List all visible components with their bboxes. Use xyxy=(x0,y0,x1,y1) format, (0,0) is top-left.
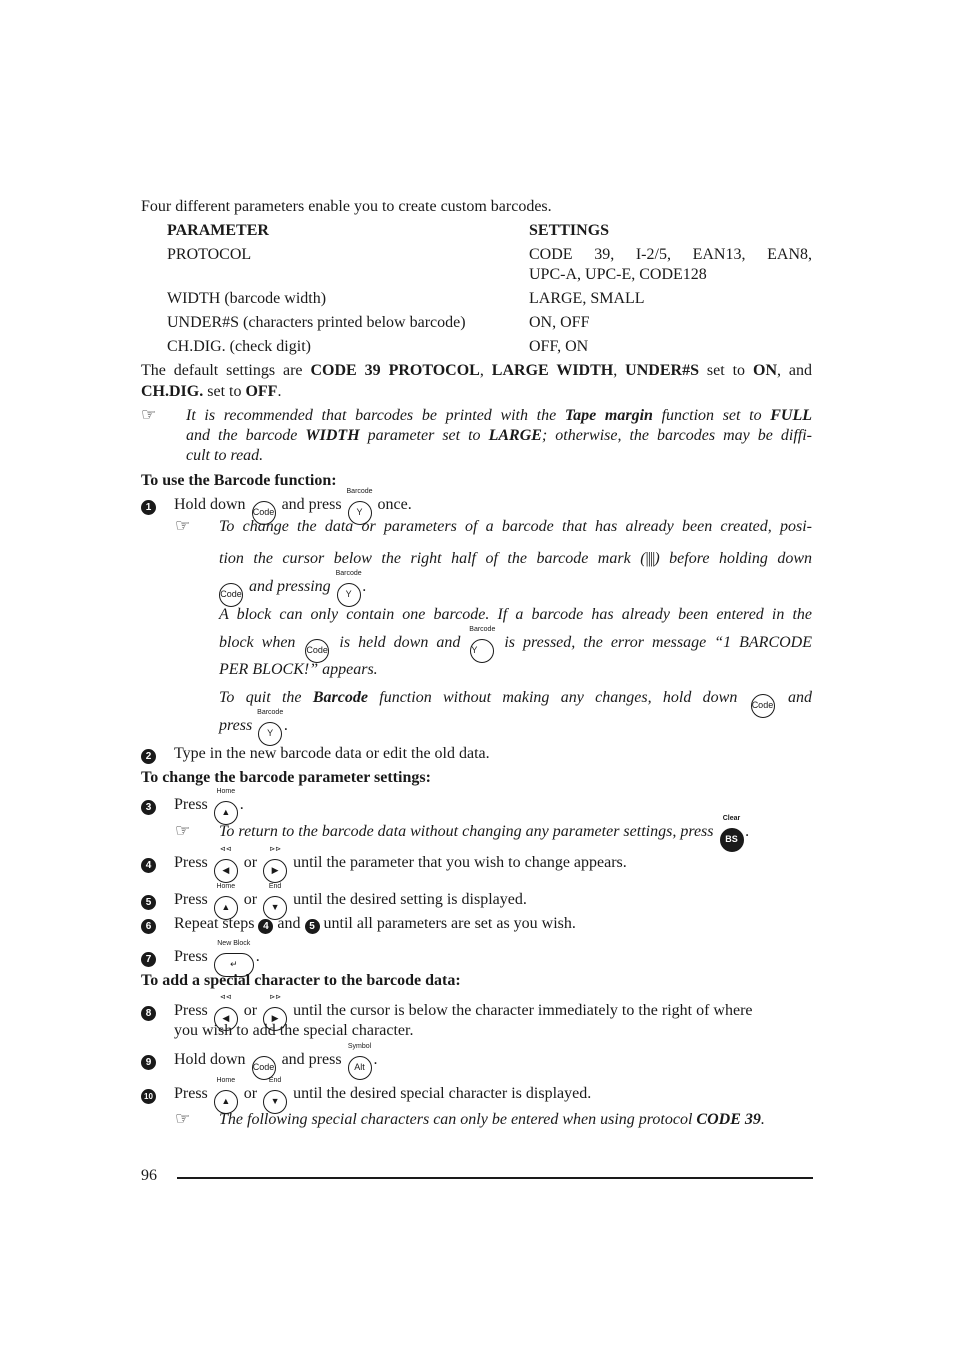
code-key-icon: Code xyxy=(252,501,276,525)
table-header-parameter: PARAMETER xyxy=(167,222,269,239)
text: FULL xyxy=(770,407,813,424)
step-number: 7 xyxy=(141,952,156,967)
text: . xyxy=(277,383,282,400)
text: It is recommended that barcodes be printed with the xyxy=(186,407,565,424)
table-cell: CODE 39, I-2/5, EAN13, EAN8, xyxy=(529,246,812,263)
text: The following special characters can only be entered when using protocol xyxy=(219,1111,697,1128)
text: set to xyxy=(203,383,246,400)
key-label: Barcode xyxy=(346,488,373,495)
step-ref: 4 xyxy=(258,919,273,934)
table-cell: OFF, ON xyxy=(529,338,589,355)
y-barcode-key-icon xyxy=(257,709,284,746)
section-heading: To change the barcode parameter settings: xyxy=(141,769,431,786)
text: Press xyxy=(174,854,212,871)
up-arrow-key-icon: Home ▲ xyxy=(214,1090,238,1114)
defaults-paragraph-end xyxy=(141,382,281,402)
key-label: ⊳⊳ xyxy=(269,994,281,1001)
text: or xyxy=(239,854,262,871)
note-text xyxy=(186,406,812,426)
table-cell: UPC-A, UPC-E, CODE128 xyxy=(529,266,707,283)
text: Press xyxy=(174,948,212,965)
text: and pressing xyxy=(245,578,335,595)
left-arrow-key-icon: ⊲⊲ ◀ xyxy=(214,859,238,883)
text: and xyxy=(273,915,305,932)
text: function set to xyxy=(652,407,771,424)
down-arrow-key-icon: End ▼ xyxy=(263,896,287,920)
y-barcode-key-icon xyxy=(469,626,496,663)
text: or xyxy=(239,1002,262,1019)
y-barcode-key-icon xyxy=(335,570,362,607)
note-text xyxy=(219,626,812,663)
key-label: Home xyxy=(216,883,236,890)
text: parameter set to xyxy=(359,427,489,444)
note-hand-icon: ☞ xyxy=(141,405,157,425)
section-heading: To use the Barcode function: xyxy=(141,472,337,489)
text: Press xyxy=(174,1085,212,1102)
defaults-paragraph xyxy=(141,361,812,381)
code-key-icon: Code xyxy=(219,583,243,607)
note-text xyxy=(219,1110,765,1130)
table-cell: PROTOCOL xyxy=(167,246,252,263)
note-text xyxy=(186,426,812,446)
key-glyph: Y xyxy=(267,728,274,738)
table-cell: UNDER#S (characters printed below barcode) xyxy=(167,314,466,331)
note-hand-icon: ☞ xyxy=(175,1109,191,1129)
key-glyph: Y xyxy=(471,645,478,655)
key-label: Barcode xyxy=(257,709,284,716)
step-3 xyxy=(141,788,244,825)
code-key-icon: Code xyxy=(305,639,329,663)
note-text: A block can only contain one barcode. If a barcode has already been entered in the xyxy=(219,606,812,623)
text: ON xyxy=(753,362,777,379)
note-text: To change the data or parameters of a barcode that has already been created, posi- xyxy=(219,518,812,535)
key-label: ⊲⊲ xyxy=(219,994,232,1001)
text: or xyxy=(239,1085,262,1102)
key-label: Symbol xyxy=(347,1043,372,1050)
key-label: Home xyxy=(216,1077,236,1084)
text: . xyxy=(255,948,260,965)
enter-key-icon: New Block ↵ xyxy=(214,953,254,977)
key-glyph: BS xyxy=(725,834,738,844)
note-text: PER BLOCK!” appears. xyxy=(219,661,378,678)
footer-rule xyxy=(177,1177,813,1179)
key-label: New Block xyxy=(217,940,251,947)
text: press xyxy=(219,717,257,734)
text: and the barcode xyxy=(186,427,306,444)
text: ) before holding down xyxy=(654,550,813,567)
table-cell: LARGE, SMALL xyxy=(529,290,645,307)
up-arrow-key-icon: Home ▲ xyxy=(214,896,238,920)
text: until the parameter that you wish to change appears. xyxy=(289,854,627,871)
left-arrow-key-icon: ⊲⊲ ◀ xyxy=(214,1007,238,1031)
text: until all parameters are set as you wish. xyxy=(319,915,576,932)
key-glyph: Y xyxy=(356,507,363,517)
page-number: 96 xyxy=(141,1167,157,1184)
text: or xyxy=(239,891,262,908)
note-hand-icon: ☞ xyxy=(175,821,191,841)
text: tion the cursor below the right half of the barcode mark ( xyxy=(219,550,646,567)
note-hand-icon: ☞ xyxy=(175,516,191,536)
note-text xyxy=(219,549,812,569)
text: is held down and xyxy=(331,634,469,651)
text: Tape margin xyxy=(564,407,653,424)
text: function without making any changes, hold down xyxy=(367,689,749,706)
step-number: 4 xyxy=(141,858,156,873)
text: until the desired special character is displayed. xyxy=(289,1085,592,1102)
text: block when xyxy=(219,634,304,651)
text: set to xyxy=(698,362,753,379)
key-label: Clear xyxy=(722,815,741,822)
text: Barcode xyxy=(312,689,368,706)
key-label: End xyxy=(268,883,282,890)
text: , and xyxy=(777,362,813,379)
down-arrow-key-icon: End ▼ xyxy=(263,1090,287,1114)
intro-text: Four different parameters enable you to create custom barcodes. xyxy=(141,198,552,215)
text: To quit the xyxy=(219,689,313,706)
text: Hold down xyxy=(174,1051,250,1068)
text: LARGE WIDTH xyxy=(491,362,614,379)
step-number: 6 xyxy=(141,919,156,934)
text: WIDTH xyxy=(305,427,360,444)
text: OFF xyxy=(245,383,278,400)
up-arrow-key-icon: Home ▲ xyxy=(214,801,238,825)
text: Hold down xyxy=(174,496,250,513)
note-text xyxy=(219,688,812,718)
step-8-continued: you wish to add the special character. xyxy=(174,1022,414,1039)
step-4 xyxy=(141,846,627,883)
step-ref: 5 xyxy=(305,919,320,934)
text: UNDER#S xyxy=(625,362,699,379)
key-label: End xyxy=(268,1077,282,1084)
key-label: ⊳⊳ xyxy=(269,846,281,853)
text: The default settings are xyxy=(141,362,311,379)
right-arrow-key-icon: ⊳⊳ ▶ xyxy=(263,859,287,883)
note-text xyxy=(219,709,289,746)
text: once. xyxy=(373,496,412,513)
step-number: 10 xyxy=(141,1089,156,1104)
key-label: Barcode xyxy=(469,626,496,633)
key-glyph: Alt xyxy=(354,1062,365,1072)
right-arrow-key-icon: ⊳⊳ ▶ xyxy=(263,1007,287,1031)
step-number: 8 xyxy=(141,1006,156,1021)
step-6 xyxy=(141,914,576,934)
table-header-settings: SETTINGS xyxy=(529,222,610,239)
text: . xyxy=(745,823,750,840)
text: ; otherwise, the barcodes may be diffi- xyxy=(541,427,813,444)
code-key-icon: Code xyxy=(252,1056,276,1080)
barcode-mark-icon: |||| xyxy=(645,550,655,567)
text: CODE 39 xyxy=(696,1111,761,1128)
text: , xyxy=(479,362,492,379)
table-cell: ON, OFF xyxy=(529,314,590,331)
table-cell: CH.DIG. (check digit) xyxy=(167,338,311,355)
text: To return to the barcode data without changing any parameter settings, press xyxy=(219,823,718,840)
code-key-icon: Code xyxy=(751,694,775,718)
text: CODE 39 PROTOCOL xyxy=(310,362,480,379)
bs-clear-key-icon xyxy=(720,815,744,852)
key-glyph: Y xyxy=(345,589,352,599)
note-text xyxy=(219,570,367,607)
text: . xyxy=(760,1111,765,1128)
text: and xyxy=(776,689,813,706)
step-number: 9 xyxy=(141,1055,156,1070)
text: . xyxy=(373,1051,378,1068)
text: Type in the new barcode data or edit the old data. xyxy=(174,745,490,762)
text: . xyxy=(362,578,367,595)
note-text xyxy=(219,815,750,852)
text: Press xyxy=(174,796,212,813)
key-label: ⊲⊲ xyxy=(219,846,232,853)
section-heading: To add a special character to the barcode data: xyxy=(141,972,461,989)
table-cell: WIDTH (barcode width) xyxy=(167,290,327,307)
text: Press xyxy=(174,891,212,908)
step-number: 5 xyxy=(141,895,156,910)
text: . xyxy=(239,796,244,813)
text: CH.DIG. xyxy=(141,383,204,400)
step-number: 3 xyxy=(141,800,156,815)
step-2 xyxy=(141,744,490,764)
step-9 xyxy=(141,1043,378,1080)
text: until the cursor is below the character immediately to the right of where xyxy=(289,1002,753,1019)
text: LARGE xyxy=(488,427,542,444)
note-text: cult to read. xyxy=(186,447,264,464)
text: until the desired setting is displayed. xyxy=(289,891,527,908)
step-number: 1 xyxy=(141,500,156,515)
alt-symbol-key-icon xyxy=(347,1043,372,1080)
key-label: Barcode xyxy=(335,570,362,577)
step-number: 2 xyxy=(141,749,156,764)
text: and press xyxy=(277,1051,346,1068)
text: and press xyxy=(277,496,346,513)
text: Press xyxy=(174,1002,212,1019)
text: Repeat steps xyxy=(174,915,259,932)
key-label: Home xyxy=(216,788,236,795)
text: , xyxy=(613,362,626,379)
text: is pressed, the error message “1 BARCODE xyxy=(496,634,812,651)
text: . xyxy=(284,717,289,734)
